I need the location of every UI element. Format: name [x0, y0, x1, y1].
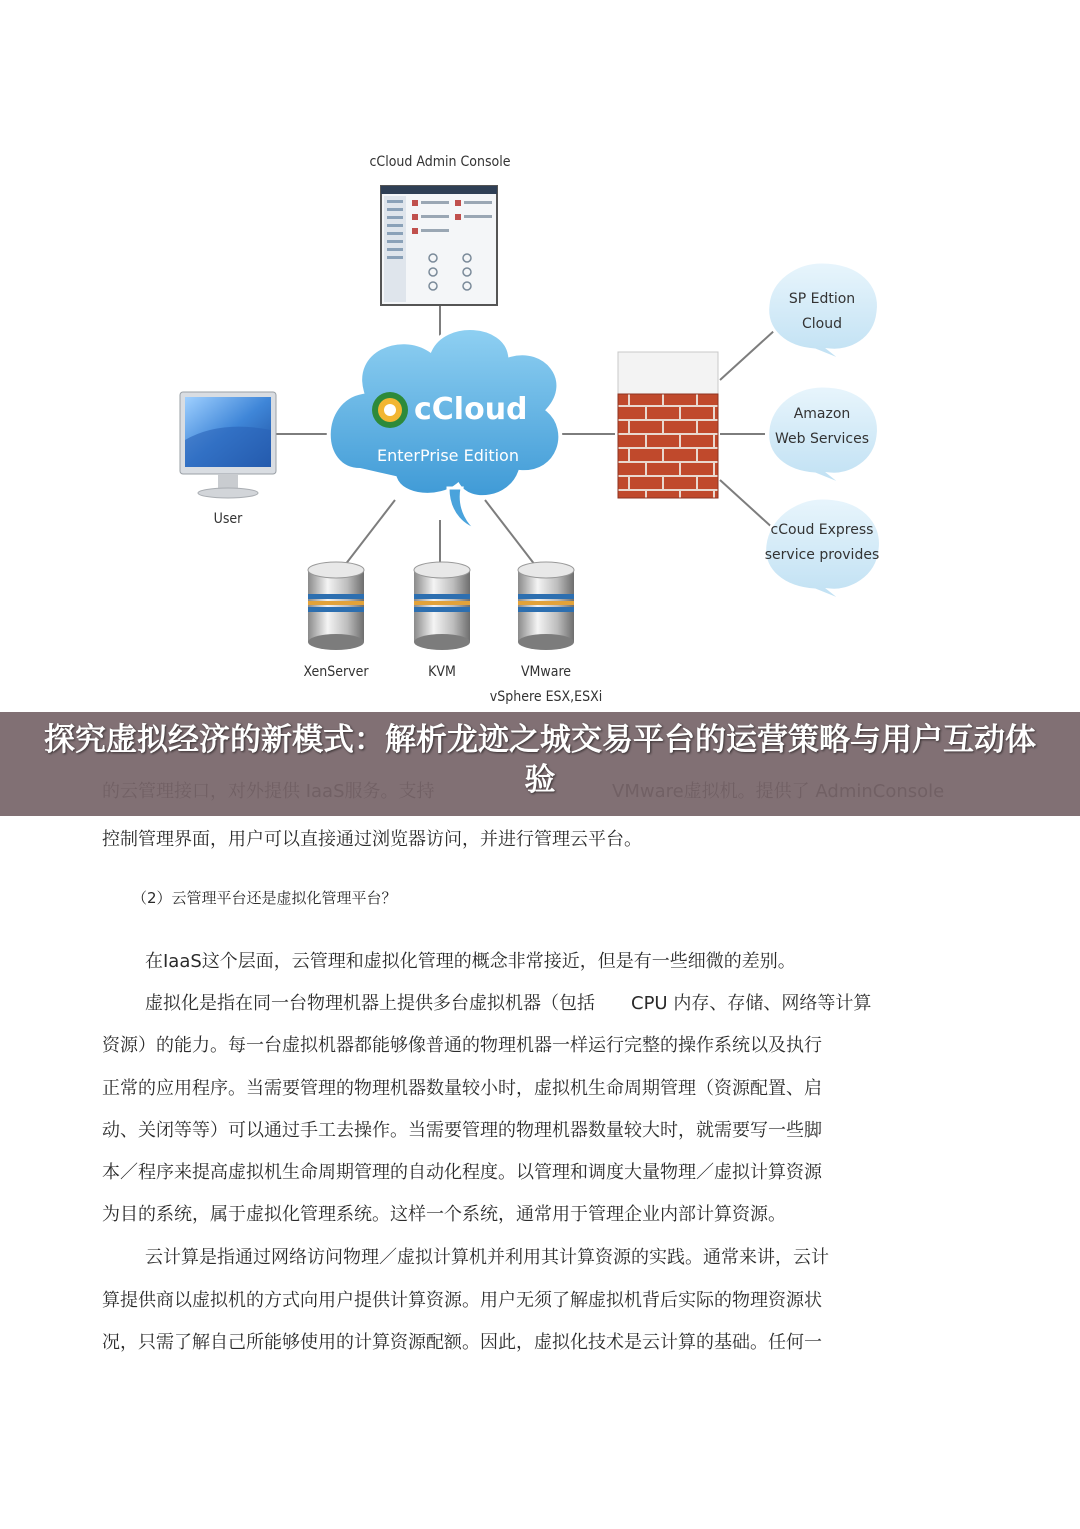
doc-line: 算提供商以虚拟机的方式向用户提供计算资源。用户无须了解虚拟机背后实际的物理资源状 — [102, 1290, 822, 1311]
doc-line: 为目的系统，属于虚拟化管理系统。这样一个系统，通常用于管理企业内部计算资源。 — [102, 1204, 786, 1225]
bubble-line: SP Edtion — [788, 291, 856, 307]
admin-console-thumbnail — [381, 186, 497, 305]
cloud-brand: cCloud — [414, 392, 528, 427]
doc-line: 控制管理界面，用户可以直接通过浏览器访问，并进行管理云平台。 — [102, 829, 642, 850]
doc-line: 动、关闭等等）可以通过手工去操作。当需要管理的物理机器数量较大时，就需要写一些脚 — [102, 1120, 822, 1141]
server-sublabel-vmware: vSphere ESX,ESXi — [489, 689, 603, 705]
user-label: User — [213, 511, 243, 527]
server-cylinders — [308, 562, 574, 650]
bubble-line: Amazon — [793, 406, 851, 422]
cloud-edition: EnterPrise Edition — [377, 446, 519, 465]
banner-title: 探究虚拟经济的新模式：解析龙迹之城交易平台的运营策略与用户互动体验 — [44, 722, 1036, 798]
central-cloud-shape — [329, 328, 561, 530]
user-monitor-icon — [180, 392, 276, 498]
architecture-diagram — [0, 0, 1080, 720]
firewall-icon — [618, 352, 718, 498]
doc-subheading: （2）云管理平台还是虚拟化管理平台？ — [132, 889, 397, 907]
doc-line: 虚拟化是指在同一台物理机器上提供多台虚拟机器（包括 CPU 内存、存储、网络等计算 — [145, 993, 872, 1014]
diagram-graphics — [0, 0, 1080, 720]
bubble-line: cCoud Express — [770, 522, 874, 538]
bubble-line: Web Services — [774, 431, 869, 447]
doc-line: 正常的应用程序。当需要管理的物理机器数量较小时，虚拟机生命周期管理（资源配置、启 — [102, 1078, 822, 1099]
doc-line: 本／程序来提高虚拟机生命周期管理的自动化程度。以管理和调度大量物理／虚拟计算资源 — [102, 1162, 822, 1183]
doc-line: 况，只需了解自己所能够使用的计算资源配额。因此，虚拟化技术是云计算的基础。任何一 — [102, 1332, 822, 1353]
bubble-line: service provides — [764, 547, 880, 563]
bubble-line: Cloud — [802, 316, 842, 332]
server-label-vmware: VMware — [520, 664, 572, 680]
bubble-amazon — [772, 402, 872, 452]
console-title: cCloud Admin Console — [369, 154, 511, 170]
bubble-sp-edition — [772, 287, 872, 337]
bubble-ccloud-express — [762, 518, 882, 568]
server-label-xenserver: XenServer — [303, 664, 369, 680]
doc-line: 云计算是指通过网络访问物理／虚拟计算机并利用其计算资源的实践。通常来讲，云计 — [145, 1247, 829, 1268]
doc-line: 资源）的能力。每一台虚拟机器都能够像普通的物理机器一样运行完整的操作系统以及执行 — [102, 1035, 822, 1056]
server-label-kvm: KVM — [428, 664, 456, 680]
doc-line: 在IaaS这个层面，云管理和虚拟化管理的概念非常接近，但是有一些细微的差别。 — [145, 951, 796, 972]
